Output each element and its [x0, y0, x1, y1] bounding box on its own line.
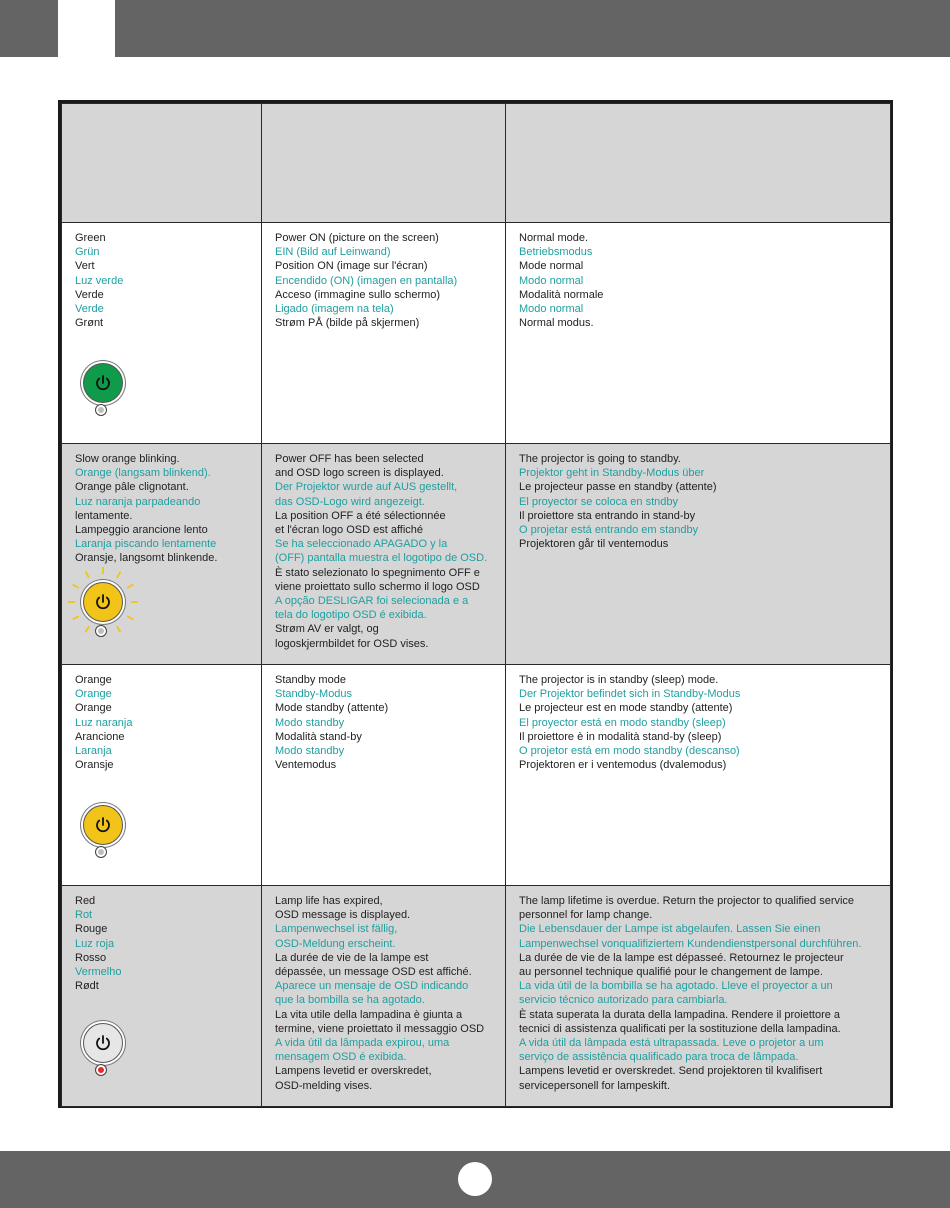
text-line: tela do logotipo OSD é exibida.: [275, 609, 427, 622]
text-line: Power OFF has been selected: [275, 453, 424, 465]
text-line: das OSD-Logo wird angezeigt.: [275, 495, 425, 508]
text-line: Strøm AV er valgt, og: [275, 623, 379, 636]
text-line: Vert: [75, 260, 95, 273]
text-line: Rosso: [75, 951, 107, 964]
text-line: lentamente.: [75, 509, 133, 522]
text-line: Grønt: [75, 317, 104, 330]
text-line: Lamp life has expired,: [275, 895, 383, 907]
led-indicator-off-icon: [95, 625, 107, 637]
text-line: A vida útil da lâmpada está ultrapassada. Leve o projetor a um: [519, 1037, 824, 1050]
text-line: Rot: [75, 909, 93, 922]
text-line: Lampenwechsel vonqualifiziertem Kundendienstpersonal durchführen.: [519, 937, 862, 950]
text-line: O projetar está entrando em standby: [519, 524, 699, 537]
text-line: Modo normal: [519, 274, 584, 287]
text-line: Luz verde: [75, 274, 124, 287]
text-line: Der Projektor befindet sich in Standby-Modus: [519, 688, 741, 701]
power-symbol-icon: [93, 373, 113, 393]
text-line: Modo standby: [275, 745, 345, 758]
led-color-cell: [62, 223, 261, 443]
text-line: Die Lebensdauer der Lampe ist abgelaufen. Lassen Sie einen: [519, 923, 821, 936]
led-status-cell: [262, 665, 505, 772]
text-line: Ligado (imagem na tela): [275, 303, 394, 316]
text-line: Se ha seleccionado APAGADO y la: [275, 538, 448, 551]
text-line: The lamp lifetime is overdue. Return the projector to qualified service: [519, 895, 855, 907]
text-line: tecnici di assistenza qualificati per la sostituzione della lampadina.: [519, 1022, 841, 1035]
text-line: au personnel technique qualifié pour le changement de lampe.: [519, 966, 823, 979]
text-line: servicepersonell for lampeskift.: [519, 1079, 671, 1092]
power-button-icon: [83, 363, 123, 403]
table-header-row: [62, 104, 891, 223]
text-line: Modo standby: [275, 716, 345, 729]
text-line: Vermelho: [75, 966, 122, 979]
text-line: Le projecteur passe en standby (attente): [519, 481, 717, 494]
text-line: Rødt: [75, 980, 99, 993]
text-line: Arancione: [75, 730, 125, 743]
text-line: termine, viene proiettato il messaggio OSD: [275, 1022, 485, 1035]
text-line: Luz naranja: [75, 716, 133, 729]
text-line: È stata superata la durata della lampadina. Rendere il proiettore a: [519, 1008, 841, 1021]
power-button-grey-icon: [78, 1018, 128, 1068]
text-line: EIN (Bild auf Leinwand): [275, 246, 391, 259]
text-line: and OSD logo screen is displayed.: [275, 467, 444, 480]
text-line: Projektoren er i ventemodus (dvalemodus): [519, 759, 727, 772]
text-line: Strøm PÅ (bilde på skjermen): [275, 317, 420, 330]
text-line: Mode standby (attente): [275, 702, 389, 715]
text-line: Aparece un mensaje de OSD indicando: [275, 980, 469, 993]
text-line: Verde: [75, 288, 104, 301]
table-row: [62, 886, 891, 1107]
text-line: Mode normal: [519, 260, 584, 273]
text-line: La position OFF a été sélectionnée: [275, 509, 446, 522]
led-status-table: [58, 100, 893, 1108]
text-line: Der Projektor wurde auf AUS gestellt,: [275, 481, 458, 494]
power-symbol-icon: [93, 592, 113, 612]
text-line: El proyector se coloca en stndby: [519, 495, 678, 508]
led-status-cell: [262, 444, 505, 651]
text-line: Luz roja: [75, 937, 115, 950]
text-line: Slow orange blinking.: [75, 453, 180, 465]
text-line: Projektoren går til ventemodus: [519, 538, 669, 551]
text-line: Modo normal: [519, 303, 584, 316]
header-tab: [58, 0, 115, 57]
header-bar: [0, 0, 950, 57]
text-line: personnel for lamp change.: [519, 909, 653, 922]
text-line: Standby-Modus: [275, 688, 353, 701]
text-line: La durée de vie de la lampe est: [275, 951, 429, 964]
text-line: La vita utile della lampadina è giunta a: [275, 1008, 463, 1021]
text-line: et l'écran logo OSD est affiché: [275, 524, 424, 537]
text-line: The projector is going to standby.: [519, 453, 681, 465]
text-line: (OFF) pantalla muestra el logotipo de OSD.: [275, 552, 488, 565]
text-line: Modalità stand-by: [275, 730, 362, 743]
led-meaning-cell: [506, 223, 890, 330]
power-button-icon: [83, 1023, 123, 1063]
text-line: OSD-melding vises.: [275, 1079, 373, 1092]
text-line: Il proiettore sta entrando in stand-by: [519, 509, 696, 522]
led-color-cell: [62, 665, 261, 885]
text-line: Il proiettore è in modalità stand-by (sleep): [519, 730, 722, 743]
led-indicator-off-icon: [95, 846, 107, 858]
text-line: La durée de vie de la lampe est dépasseé. Retournez le projecteur: [519, 951, 844, 964]
text-line: Lampens levetid er overskredet,: [275, 1065, 432, 1078]
text-line: OSD message is displayed.: [275, 909, 411, 922]
led-indicator-red-icon: [95, 1064, 107, 1076]
power-symbol-icon: [93, 1033, 113, 1053]
page-number-badge: [458, 1162, 492, 1196]
text-line: Power ON (picture on the screen): [275, 232, 439, 244]
text-line: OSD-Meldung erscheint.: [275, 937, 396, 950]
table-row: [62, 665, 891, 886]
led-status-cell: [262, 223, 505, 330]
text-line: Standby mode: [275, 674, 346, 686]
text-line: Lampens levetid er overskredet. Send projektoren til kvalifisert: [519, 1065, 823, 1078]
table-row: [62, 223, 891, 444]
header-cell-meaning: [506, 104, 891, 223]
table-row: [62, 444, 891, 665]
text-line: logoskjermbildet for OSD vises.: [275, 637, 429, 650]
text-line: Position ON (image sur l'écran): [275, 260, 428, 273]
text-line: Orange (langsam blinkend).: [75, 467, 211, 480]
text-line: Green: [75, 232, 106, 244]
text-line: Lampenwechsel ist fällig,: [275, 923, 398, 936]
text-line: Red: [75, 895, 96, 907]
text-line: viene proiettato sullo schermo il logo OSD: [275, 580, 480, 593]
text-line: Grün: [75, 246, 100, 259]
led-color-cell: [62, 444, 261, 664]
text-line: È stato selezionato lo spegnimento OFF e: [275, 566, 480, 579]
led-meaning-cell: [506, 665, 890, 772]
power-button-icon: [83, 805, 123, 845]
text-line: A opção DESLIGAR foi selecionada e a: [275, 595, 469, 608]
header-cell-status: [262, 104, 506, 223]
text-line: El proyector está en modo standby (sleep): [519, 716, 726, 729]
text-line: Rouge: [75, 923, 108, 936]
text-line: Lampeggio arancione lento: [75, 524, 208, 537]
text-line: serviço de assistência qualificado para troca de lâmpada.: [519, 1051, 799, 1064]
status-table: [61, 103, 891, 1107]
text-line: Acceso (immagine sullo schermo): [275, 288, 441, 301]
text-line: Normal modus.: [519, 317, 594, 330]
power-button-yellow-blinking-icon: [78, 577, 128, 627]
text-line: The projector is in standby (sleep) mode.: [519, 674, 719, 686]
text-line: mensagem OSD é exibida.: [275, 1051, 407, 1064]
text-line: Orange: [75, 702, 112, 715]
text-line: que la bombilla se ha agotado.: [275, 994, 425, 1007]
text-line: Encendido (ON) (imagen en pantalla): [275, 274, 458, 287]
text-line: Projektor geht in Standby-Modus über: [519, 467, 705, 480]
text-line: Orange: [75, 688, 112, 701]
text-line: Oransje, langsomt blinkende.: [75, 552, 218, 565]
text-line: Betriebsmodus: [519, 246, 593, 259]
text-line: O projetor está em modo standby (descanso): [519, 745, 740, 758]
text-line: Le projecteur est en mode standby (attente): [519, 702, 733, 715]
text-line: Ventemodus: [275, 759, 337, 772]
text-line: servicio técnico autorizado para cambiarla.: [519, 994, 728, 1007]
text-line: dépassée, un message OSD est affiché.: [275, 966, 472, 979]
text-line: Normal mode.: [519, 232, 589, 244]
text-line: Verde: [75, 303, 104, 316]
header-cell-indicator: [62, 104, 262, 223]
text-line: Modalità normale: [519, 288, 604, 301]
led-color-cell: [62, 886, 261, 1106]
led-meaning-cell: [506, 444, 890, 551]
power-symbol-icon: [93, 815, 113, 835]
text-line: Luz naranja parpadeando: [75, 495, 201, 508]
led-status-cell: [262, 886, 505, 1093]
text-line: Orange pâle clignotant.: [75, 481, 189, 494]
text-line: Orange: [75, 674, 112, 686]
power-button-icon: [83, 582, 123, 622]
led-indicator-off-icon: [95, 404, 107, 416]
text-line: Laranja: [75, 745, 112, 758]
led-meaning-cell: [506, 886, 890, 1093]
text-line: Oransje: [75, 759, 114, 772]
power-button-yellow-icon: [78, 800, 128, 850]
text-line: Laranja piscando lentamente: [75, 538, 217, 551]
text-line: La vida útil de la bombilla se ha agotado. Lleve el proyector a un: [519, 980, 833, 993]
power-button-green-icon: [78, 358, 128, 408]
text-line: A vida útil da lâmpada expirou, uma: [275, 1037, 450, 1050]
